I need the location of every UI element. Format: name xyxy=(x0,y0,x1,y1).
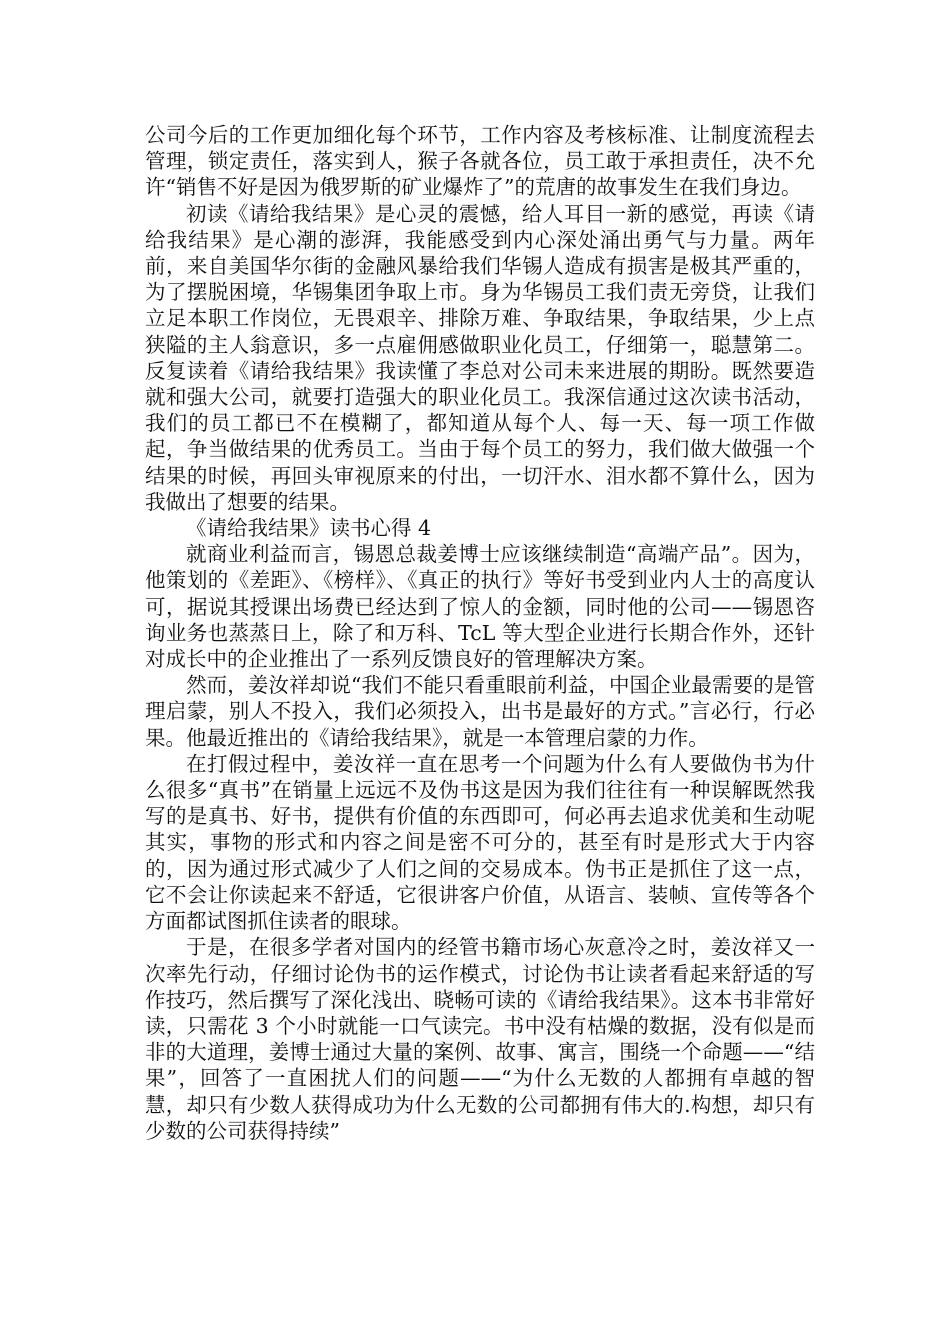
paragraph: 就商业利益而言，锡恩总裁姜博士应该继续制造“高端产品”。因为，他策划的《差距》、《榜样》、《真正的执行》等好书受到业内人士的高度认可，据说其授课出场费已经达到了惊人的金额，同时他的公司——锡恩咨询业务也蒸蒸日上，除了和万科、TcL 等大型企业进行长期合作外，还针对成长中的企业推出了一系列反馈良好的管理解决方案。 xyxy=(145,542,815,672)
section-heading: 《请给我结果》读书心得 4 xyxy=(186,516,432,541)
paragraph: 于是，在很多学者对国内的经管书籍市场心灰意冷之时，姜汝祥又一次率先行动，仔细讨论伪书的运作模式，讨论伪书让读者看起来舒适的写作技巧，然后撰写了深化浅出、晓畅可读的《请给我结果》。这本书非常好读，只需花 3 个小时就能一口气读完。书中没有枯燥的数据，没有似是而非的大道理，姜博士通过大量的案例、故事、寓言，围绕一个命题——“结果”，回答了一直困扰人们的问题——“为什么无数的人都拥有卓越的智慧，却只有少数人获得成功为什么无数的公司都拥有伟大的.构想，却只有少数的公司获得持续” xyxy=(145,935,815,1143)
paragraph: 公司今后的工作更加细化每个环节，工作内容及考核标准、让制度流程去管理，锁定责任，落实到人，猴子各就各位，员工敢于承担责任，决不允许“销售不好是因为俄罗斯的矿业爆炸了”的荒唐的故事发生在我们身边。 xyxy=(145,123,815,200)
paragraph: 初读《请给我结果》是心灵的震憾，给人耳目一新的感觉，再读《请给我结果》是心潮的澎湃，我能感受到内心深处涌出勇气与力量。两年前，来自美国华尔街的金融风暴给我们华锡人造成有损害是极其严重的，为了摆脱困境，华锡集团争取上市。身为华锡员工我们责无旁贷，让我们立足本职工作岗位，无畏艰辛、排除万难、争取结果，争取结果，少上点狭隘的主人翁意识，多一点雇佣感做职业化员工，仔细第一，聪慧第二。反复读着《请给我结果》我读懂了李总对公司未来进展的期盼。既然要造就和强大公司，就要打造强大的职业化员工。我深信通过这次读书活动，我们的员工都已不在模糊了，都知道从每个人、每一天、每一项工作做起，争当做结果的优秀员工。当由于每个员工的努力，我们做大做强一个结果的时候，再回头审视原来的付出，一切汗水、泪水都不算什么，因为我做出了想要的结果。 xyxy=(145,201,815,514)
document-body xyxy=(145,122,815,1144)
paragraph: 在打假过程中，姜汝祥一直在思考一个问题为什么有人要做伪书为什么很多“真书”在销量上远远不及伪书这是因为我们往往有一种误解既然我写的是真书、好书，提供有价值的东西即可，何必再去追求优美和生动呢其实，事物的形式和内容之间是密不可分的，甚至有时是形式大于内容的，因为通过形式减少了人们之间的交易成本。伪书正是抓住了这一点，它不会让你读起来不舒适，它很讲客户价值，从语言、装帧、宣传等各个方面都试图抓住读者的眼球。 xyxy=(145,751,815,934)
paragraph: 然而，姜汝祥却说“我们不能只看重眼前利益，中国企业最需要的是管理启蒙，别人不投入，我们必须投入，出书是最好的方式。”言必行，行必果。他最近推出的《请给我结果》，就是一本管理启蒙的力作。 xyxy=(145,673,815,750)
